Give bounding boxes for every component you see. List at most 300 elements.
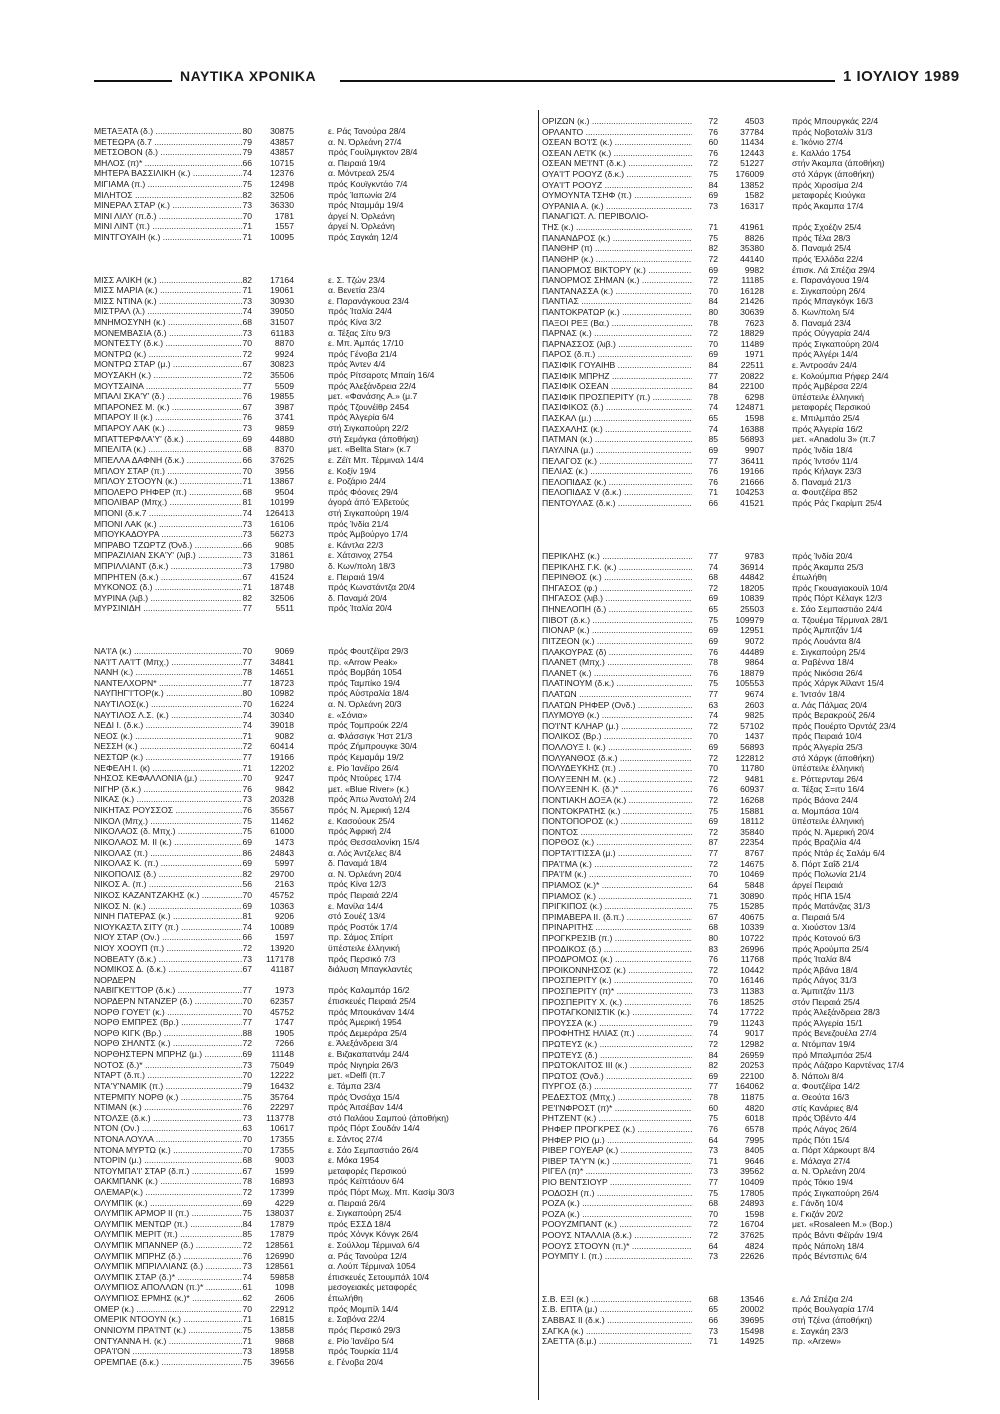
- build-year: 72: [708, 158, 718, 169]
- ship-name: ΟΛΕΜΑΡ(κ.) .....: [94, 1187, 242, 1198]
- build-year: 77: [242, 985, 252, 996]
- build-year: 88: [242, 1027, 252, 1038]
- build-year: 84: [242, 1218, 252, 1229]
- status-note: πρός Δεμεράρα 25/4: [328, 1027, 407, 1038]
- ship-name: ΠΡΩΤΕΥΣ (κ.) .....: [542, 1039, 692, 1050]
- ship-row: [542, 880, 992, 891]
- build-year: 65: [708, 604, 718, 615]
- tonnage: 17399: [270, 1187, 294, 1197]
- ship-name: ΜΙΛΗΤΟΣ .....: [94, 190, 242, 201]
- tonnage: 11875: [740, 1092, 764, 1103]
- tonnage: 41521: [740, 497, 764, 508]
- tonnage: 10363: [270, 900, 294, 911]
- status-note: πρ. «Arzew»: [792, 1336, 842, 1347]
- ship-name: ΝΟΡΘ ΣΗΛΝΤΣ (κ.) .....: [94, 1038, 242, 1049]
- build-year: 70: [242, 1133, 252, 1144]
- ship-name: ΜΠΕΛΙΤΑ (κ.) .....: [94, 444, 242, 455]
- status-note: πρός Πόρτ Κέλαγκ 12/3: [792, 593, 883, 604]
- build-year: 77: [708, 1176, 718, 1187]
- ship-name: ΜΠΡΗΤΕΝ (δ.κ.) .....: [94, 572, 242, 583]
- status-note: α. Βενετία 23/4: [328, 285, 385, 296]
- ship-name: ΟΥΑ'Ι'Τ ΡΟΟΥΖ .....: [542, 180, 692, 191]
- status-note: ε. Σάντος 27/4: [328, 1133, 383, 1144]
- ship-row: [542, 158, 992, 169]
- status-note: ε. «Σόνια»: [328, 709, 368, 720]
- build-year: 69: [708, 190, 718, 201]
- ship-row: [94, 1240, 532, 1251]
- ship-row: [542, 1198, 992, 1209]
- ship-name: ΝΤΟΛΣΕ (δ.κ.) .....: [94, 1113, 242, 1124]
- ship-name: ΠΑΣΙΦΙΚ ΠΡΟΣΠΕΡΙΤΥ (π.) .....: [542, 392, 692, 403]
- ship-name: ΜΝΗΜΟΣΥΝΗ (κ.) .....: [94, 317, 242, 328]
- tonnage: 10199: [270, 497, 294, 508]
- ship-name: ΝΤΕΡΜΠΥ ΝΟΡΘ (κ.) .....: [94, 1092, 242, 1103]
- tonnage: 41524: [270, 571, 294, 582]
- tonnage: 8370: [274, 444, 294, 455]
- ship-row: [94, 1134, 532, 1145]
- build-year: 77: [242, 380, 252, 391]
- build-year: 76: [242, 783, 252, 794]
- ship-row: [94, 858, 532, 869]
- tonnage: 13858: [270, 1324, 294, 1335]
- tonnage: 16893: [270, 1176, 294, 1187]
- tonnage: 56273: [270, 529, 294, 540]
- ship-row: [542, 339, 992, 350]
- tonnage: 16704: [740, 1219, 764, 1230]
- ship-name: ΜΙΝΙ ΛΙΛΥ (π.δ.) .....: [94, 211, 242, 222]
- build-year: 70: [708, 975, 718, 986]
- tonnage: 36914: [740, 561, 764, 572]
- ship-name: ΠΑΝΤΟΚΡΑΤΩΡ (κ.) .....: [542, 307, 692, 318]
- build-year: 82: [242, 868, 252, 879]
- ship-row: [94, 784, 532, 795]
- ship-row: [94, 688, 532, 699]
- status-note: έπισκευές Πειραιά 25/4: [328, 996, 416, 1007]
- ship-name: ΠΡΟΦΗΤΗΣ ΗΛΙΑΣ (π.) .....: [542, 1028, 692, 1039]
- build-year: 73: [708, 1145, 718, 1156]
- status-note: άργεί Πειραιά: [792, 879, 843, 890]
- tonnage: 3741: [274, 412, 294, 423]
- build-year: 70: [242, 210, 252, 221]
- status-note: μετ. «Delfi (π.7: [328, 1070, 386, 1081]
- build-year: 61: [242, 1282, 252, 1293]
- ship-row: [542, 869, 992, 880]
- ship-name: ΡΟΟΥΣ ΣΤΟΟΥΝ (π.)* .....: [542, 1241, 692, 1252]
- ship-name: ΠΕΡΙΝΘΟΣ (κ.) .....: [542, 572, 692, 583]
- status-note: ε. Άλεξάνδρεια 3/4: [328, 1038, 398, 1049]
- status-note: α. Τζουέμα Τέρμιναλ 28/1: [792, 614, 889, 625]
- tonnage: 62357: [270, 996, 294, 1007]
- build-year: 78: [708, 657, 718, 668]
- ship-row: [542, 1156, 992, 1167]
- ship-name: ΡΙΓΕΛ (π)* .....: [542, 1166, 692, 1177]
- status-note: ε. Ρόττερνταμ 26/4: [792, 773, 864, 784]
- build-year: 70: [242, 1144, 252, 1155]
- ship-name: ΜΙΓΙΑΜΑ (π.) .....: [94, 179, 242, 190]
- build-year: 73: [242, 295, 252, 306]
- tonnage: 11768: [740, 954, 764, 965]
- build-year: 78: [242, 1176, 252, 1187]
- ship-row: [542, 1028, 992, 1039]
- ship-row: [94, 773, 532, 784]
- status-note: α. Ν. Όρλεάνη 20/3: [328, 698, 402, 709]
- build-year: 72: [708, 1230, 718, 1241]
- tonnage: 20002: [740, 1304, 764, 1315]
- ship-name: ΟΛΥΜΠΙΚ ΜΕΝΤΩΡ (π.) .....: [94, 1219, 242, 1230]
- status-note: στόν Πειραιά 25/4: [792, 996, 860, 1007]
- build-year: 72: [708, 116, 718, 126]
- build-year: 71: [242, 730, 252, 741]
- ship-row: [542, 901, 992, 912]
- ship-row: [542, 997, 992, 1008]
- status-note: πρός Φουτζέϊρα 29/3: [328, 645, 409, 656]
- tonnage: 15881: [740, 805, 764, 816]
- status-note: στή Τζένα (άποθήκη): [792, 1314, 873, 1325]
- build-year: 77: [708, 370, 718, 381]
- status-note: α. Άμπιτζάν 11/3: [792, 986, 855, 996]
- tonnage: 6298: [744, 391, 764, 402]
- status-note: ε. Γκιζάν 20/2: [792, 1208, 844, 1219]
- build-year: 75: [242, 1356, 252, 1367]
- build-year: 72: [242, 741, 252, 752]
- ship-row: [94, 954, 532, 965]
- status-note: ε. Σιγκαπούρη 26/4: [792, 285, 866, 296]
- tonnage: 30340: [270, 709, 294, 720]
- build-year: 70: [708, 285, 718, 296]
- status-note: πρός Βάντι Φέϊράν 19/4: [792, 1230, 883, 1241]
- status-note: πρός Άκαμπα 17/4: [792, 200, 864, 211]
- ship-name: ΠΑΝΑΓΙΩΤ. Λ. ΠΕΡΙΒΟΛΙΟ-: [542, 211, 649, 222]
- ship-name: ΟΥΑ'Ι'Τ ΡΟΟΥΖ (δ.κ.) .....: [542, 169, 692, 180]
- status-note: ε. Μπ. Άμπάς 17/10: [328, 338, 404, 349]
- build-year: 68: [242, 317, 252, 327]
- ship-name: ΜΠΡΑΖΙΛΙΑΝ ΣΚΑ'Υ' (λιβ.) .....: [94, 550, 242, 561]
- ship-row: [94, 1038, 532, 1049]
- ship-row: [94, 137, 532, 148]
- ship-row: [542, 201, 992, 212]
- status-note: πρός Άλγερία 6/4: [328, 412, 394, 423]
- build-year: 71: [242, 285, 252, 296]
- build-year: 70: [242, 996, 252, 1007]
- build-year: 67: [242, 1165, 252, 1176]
- ship-name: ΠΗΓΑΣΟΣ (λιβ.) .....: [542, 593, 692, 604]
- ship-name: ΝΟΡΔΕΡΝ: [94, 974, 136, 985]
- build-year: 72: [708, 773, 718, 784]
- ship-row: [94, 964, 532, 975]
- status-note: ε. Γένοβα 20/4: [328, 1356, 384, 1367]
- status-note: δ. Κων/πολη 5/4: [792, 306, 855, 317]
- tonnage: 75049: [270, 1059, 294, 1070]
- ship-row: [542, 1039, 992, 1050]
- ship-row: [542, 689, 992, 700]
- ship-row: [542, 1219, 992, 1230]
- build-year: 74: [242, 306, 252, 317]
- ship-name: ΠΡΟΓΚΡΕΣΙΒ (π.) .....: [542, 933, 692, 944]
- ship-row: [542, 1241, 992, 1252]
- ship-name: ΣΑΒΒΑΣ ΙΙ (δ.κ.) .....: [542, 1315, 692, 1326]
- tonnage: 117178: [265, 953, 294, 964]
- ship-name: ΠΡΙΑΜΟΣ (κ.)* .....: [542, 880, 692, 891]
- status-note: ε. Χάτσινοχ 2754: [328, 550, 393, 561]
- ship-row: [94, 200, 532, 211]
- header-rule-left: [94, 80, 172, 82]
- build-year: 77: [708, 688, 718, 699]
- ship-row: [542, 975, 992, 986]
- ship-name: ΜΙΝΤΓΟΥΑΙΗ (κ.) .....: [94, 232, 242, 243]
- status-note: πρός Άρούμπα 25/4: [792, 943, 869, 954]
- tonnage: 22297: [270, 1102, 294, 1113]
- ship-name: ΠΛΑΚΟΥΡΑΣ (δ) .....: [542, 647, 692, 658]
- ship-name: ΝΑΝΤΕΛΧΟΡΝ* .....: [94, 678, 242, 689]
- ship-row: [94, 1166, 532, 1177]
- ship-row: [542, 318, 992, 329]
- build-year: 73: [708, 986, 718, 996]
- ship-row: [542, 233, 992, 244]
- build-year: 70: [708, 1208, 718, 1219]
- tonnage: 39562: [740, 1166, 764, 1177]
- build-year: 85: [242, 1229, 252, 1240]
- tonnage: 12443: [740, 147, 764, 158]
- ship-row: [542, 678, 992, 689]
- status-note: πρός Ταμπίκο 19/4: [328, 677, 401, 688]
- ship-name: ΟΛΥΜΠΙΚ (κ.) .....: [94, 1198, 242, 1209]
- status-note: ε. Σαβόνα 22/4: [328, 1314, 385, 1325]
- tonnage: 31861: [270, 550, 294, 561]
- status-note: α. Ν. Όρλεάνη 20/4: [328, 868, 402, 879]
- status-note: α. Μόντρεαλ 25/4: [328, 168, 395, 179]
- build-year: 69: [242, 858, 252, 869]
- tonnage: 44140: [740, 253, 764, 264]
- ship-name: ΝΙΚΟΛΑΟΣ (δ. Μπχ.) .....: [94, 826, 242, 837]
- status-note: ε. Παρανάγουα 19/4: [792, 275, 869, 286]
- build-year: 80: [708, 306, 718, 317]
- build-year: 68: [708, 1198, 718, 1209]
- tonnage: 32506: [270, 592, 294, 603]
- ship-row: [542, 116, 992, 127]
- tonnage: 9924: [274, 348, 294, 359]
- status-note: πρός Κεμαμάμ 19/2: [328, 752, 404, 763]
- ship-row: [542, 1188, 992, 1199]
- status-note: μετ. «Anadolu 3» (π.7: [792, 434, 876, 445]
- ship-name: ΣΑΓΚΑ (κ.) .....: [542, 1326, 692, 1337]
- ship-name: ΠΡΑ'Ι'Μ (κ.) .....: [542, 869, 692, 880]
- ship-name: ΠΙΟΝΑΡ (κ.) .....: [542, 625, 692, 636]
- build-year: 74: [242, 168, 252, 179]
- ship-row: [542, 837, 992, 848]
- ship-name: ΠΟΡΘΟΣ (κ.) .....: [542, 837, 692, 848]
- tonnage: 10617: [270, 1123, 294, 1134]
- ship-name: ΝΙΟΥ ΣΤΑΡ (Ον.) .....: [94, 932, 242, 943]
- ship-name: ΝΙΚΟΛΑΣ (π.) .....: [94, 848, 242, 859]
- tonnage: 9783: [744, 551, 764, 562]
- ship-row: [94, 1155, 532, 1166]
- tonnage: 8870: [274, 338, 294, 349]
- build-year: 75: [242, 1208, 252, 1219]
- ship-name: ΠΟΛΥΑΝΘΟΣ (δ.κ.) .....: [542, 753, 692, 764]
- build-year: 71: [708, 222, 718, 233]
- status-note: πρός Τόκιο 19/4: [792, 1176, 854, 1187]
- tonnage: 20328: [270, 794, 294, 805]
- ship-row: [94, 455, 532, 466]
- status-note: πρό Μπαλμπόα 25/4: [792, 1049, 872, 1060]
- status-note: μετ. «Blue River» (κ.): [328, 783, 409, 794]
- build-year: 73: [242, 518, 252, 529]
- status-note: πρός Μπαγκόγκ 16/3: [792, 296, 874, 307]
- ship-name: ΜΗΤΕΡΑ ΒΑΣΣΙΛΙΚΗ (κ.) .....: [94, 168, 242, 179]
- status-note: α. Χιούστον 13/4: [792, 922, 856, 933]
- ship-row: [94, 476, 532, 487]
- status-note: α. Φλάσσιγκ Ήστ 21/3: [328, 730, 413, 741]
- ship-name: ΜΗΛΟΣ (π)* .....: [94, 158, 242, 169]
- ship-row: [542, 392, 992, 403]
- status-note: πρός Άλγερία 25/3: [792, 741, 863, 752]
- build-year: 70: [242, 698, 252, 709]
- status-note: πρός Άκαμπα 25/3: [792, 561, 864, 572]
- ship-row: [94, 1092, 532, 1103]
- ship-row: [542, 710, 992, 721]
- ship-row: [542, 487, 992, 498]
- status-note: πρός Περσικό 29/3: [328, 1324, 401, 1335]
- build-year: 77: [242, 677, 252, 688]
- tonnage: 16815: [270, 1314, 294, 1325]
- ship-name: ΝΟΡΔΕΡΝ ΝΤΑΝΖΕΡ (δ.) .....: [94, 996, 242, 1007]
- build-year: 72: [708, 964, 718, 975]
- tonnage: 16388: [740, 423, 764, 434]
- build-year: 66: [242, 932, 252, 943]
- status-note: πρός Βουλγαρία 17/4: [792, 1304, 874, 1315]
- column-divider: [538, 110, 539, 1400]
- ship-name: ΝΙΚΟΣ Α. (π.) .....: [94, 879, 242, 890]
- build-year: 82: [242, 592, 252, 603]
- tonnage: 9825: [744, 710, 764, 721]
- ship-name: ΟΣΕΑΝ ΛΕ'Ι'Κ (κ.) .....: [542, 148, 692, 159]
- ship-row: [94, 444, 532, 455]
- ship-row: [542, 1018, 992, 1029]
- ship-row: [542, 466, 992, 477]
- build-year: 75: [242, 1091, 252, 1102]
- tonnage: 11434: [740, 137, 764, 148]
- ship-row: [542, 360, 992, 371]
- ship-name: ΟΛΥΜΠΙΚ ΜΠΡΙΛΛΙΑΝΣ (δ.) .....: [94, 1261, 242, 1272]
- ship-row: [94, 1007, 532, 1018]
- status-note: ε. Σάο Σεμπαστιάο 24/4: [792, 604, 883, 615]
- status-note: ϋπέστειλε έλληνική: [792, 391, 864, 402]
- build-year: 66: [242, 454, 252, 465]
- build-year: 77: [708, 848, 718, 859]
- status-note: α. Λάς Πάλμας 20/4: [792, 699, 868, 710]
- status-note: ε. Σούλλομ Τέρμιναλ 6/4: [328, 1240, 420, 1251]
- tonnage: 9069: [274, 645, 294, 656]
- tonnage: 2606: [274, 1293, 294, 1304]
- tonnage: 36411: [740, 455, 764, 466]
- ship-row: [542, 222, 992, 233]
- build-year: 69: [242, 900, 252, 911]
- ship-row: [542, 784, 992, 795]
- tonnage: 22626: [740, 1251, 764, 1262]
- tonnage: 13920: [270, 942, 294, 953]
- ship-name: ΝΤΟΡΙΝ (μ.) .....: [94, 1155, 242, 1166]
- ship-name: ΠΑΝΤΙΑΣ .....: [542, 296, 692, 307]
- status-note: πρός Γκουαγιακουίλ 10/4: [792, 582, 888, 593]
- tonnage: 1598: [744, 413, 764, 424]
- build-year: 76: [708, 1123, 718, 1134]
- ship-row: [542, 180, 992, 191]
- tonnage: 9868: [274, 1335, 294, 1346]
- build-year: 76: [708, 954, 718, 965]
- tonnage: 35380: [740, 243, 764, 254]
- tonnage: 44880: [270, 433, 294, 444]
- status-note: ε. Πειραιά 19/4: [328, 571, 385, 582]
- ship-name: ΝΤΑ'Υ'ΝΑΜΙΚ (π.) .....: [94, 1081, 242, 1092]
- status-note: πρός Όβέντο 4/4: [792, 1113, 857, 1124]
- ship-row: [542, 328, 992, 339]
- ship-row: [94, 1293, 532, 1304]
- ship-row: [542, 806, 992, 817]
- tonnage: 12202: [270, 762, 294, 773]
- tonnage: 43857: [270, 147, 294, 158]
- status-note: πρός ΕΣΣΔ 18/4: [328, 1218, 391, 1229]
- ship-row: [542, 243, 992, 254]
- ship-row: [542, 296, 992, 307]
- ship-name: ΝΙΚΟΛ (Μπχ.) .....: [94, 816, 242, 827]
- build-year: 70: [242, 773, 252, 784]
- tonnage: 4229: [274, 1197, 294, 1208]
- ship-name: ΡΗΤΖΕΝΤ (κ.) .....: [542, 1113, 692, 1124]
- tonnage: 5997: [274, 858, 294, 869]
- status-note: πρός Ίταλία 8/4: [792, 954, 852, 965]
- ship-name: ΝΑΥΤΙΛΟΣ Λ.Σ. (κ.) .....: [94, 710, 242, 721]
- build-year: 69: [242, 1049, 252, 1060]
- tonnage: 16268: [740, 795, 764, 806]
- ship-row: [542, 721, 992, 732]
- ship-name: ΠΡΙΜΑΒΕΡΑ ΙΙ. (δ.π.) .....: [542, 912, 692, 923]
- tonnage: 9481: [744, 773, 764, 784]
- ship-row: [94, 1176, 532, 1187]
- ship-row: [94, 879, 532, 890]
- status-note: πρός Νοβοταλίν 31/3: [792, 126, 873, 137]
- build-year: 76: [242, 1250, 252, 1261]
- ship-row: [94, 1028, 532, 1039]
- build-year: 75: [708, 901, 718, 912]
- ship-row: [94, 519, 532, 530]
- ship-name: ΝΟΒΕΑΤΥ (δ.κ.) .....: [94, 954, 242, 965]
- tonnage: 7995: [744, 1134, 764, 1145]
- ship-row: [94, 1219, 532, 1230]
- ship-name: ΠΛΑΤΩΝ ΡΗΦΕΡ (Ονδ.) .....: [542, 700, 692, 711]
- build-year: 69: [242, 433, 252, 444]
- build-year: 82: [242, 274, 252, 285]
- tonnage: 7266: [274, 1038, 294, 1049]
- ship-name: ΜΙΣΣ ΑΛΙΚΗ (κ.) .....: [94, 275, 242, 286]
- tonnage: 10982: [270, 688, 294, 699]
- tonnage: 18112: [740, 816, 764, 827]
- ship-row: [94, 1017, 532, 1028]
- status-note: στή Σιγκαπούρη 19/4: [328, 507, 409, 518]
- status-note: πρός Άμβούργο 17/4: [328, 529, 408, 540]
- ship-name: ΟΛΥΜΠΙΚ ΜΕΡΙΤ (π.) .....: [94, 1229, 242, 1240]
- ship-row: [542, 1135, 992, 1146]
- tonnage: 9907: [744, 444, 764, 455]
- ship-name: ΠΡΟΤΑΓΚΟΝΙΣΤΙΚ (κ.) .....: [542, 1007, 692, 1018]
- ship-row: [94, 1113, 532, 1124]
- ship-name: ΜΟΝΤΡΩ (κ.) .....: [94, 349, 242, 360]
- status-note: μεσογειακές μεταφορές: [328, 1282, 417, 1293]
- ship-row: [94, 1357, 532, 1368]
- ship-row: [94, 710, 532, 721]
- build-year: 72: [242, 1187, 252, 1197]
- status-note: στή Σεμάγκα (άποθήκη): [328, 433, 419, 444]
- ship-name: ΠΡΑ'Ι'ΜΑ (κ.) .....: [542, 859, 692, 870]
